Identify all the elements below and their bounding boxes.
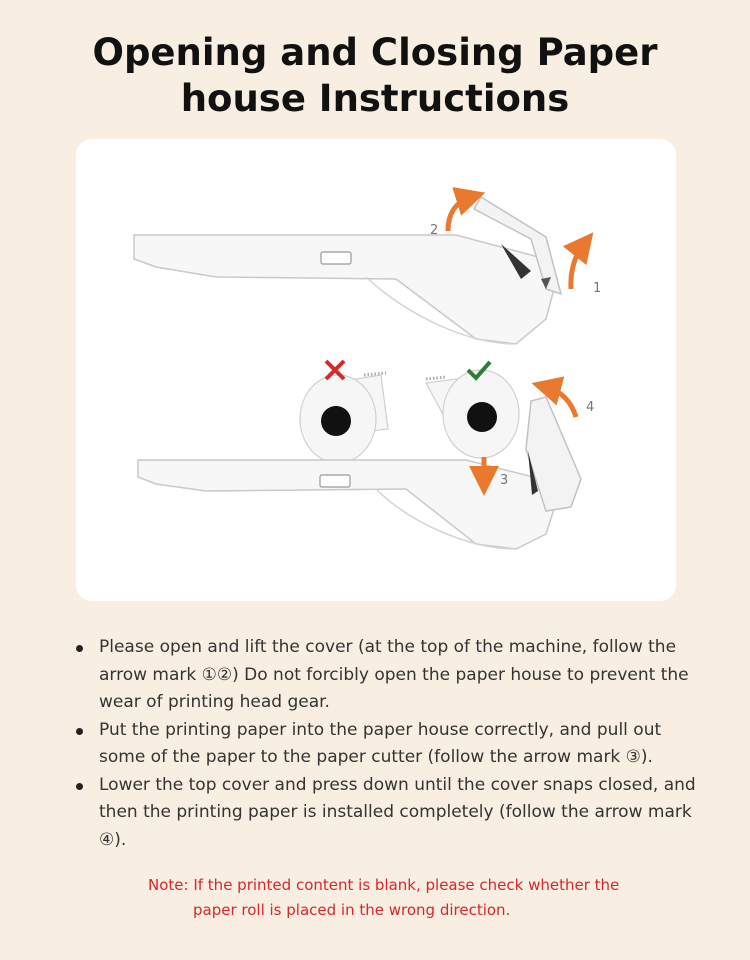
warning-note bbox=[148, 873, 648, 923]
step-label-1: 1 bbox=[593, 281, 602, 296]
paper-roll-wrong bbox=[300, 373, 388, 463]
instruction-list bbox=[76, 634, 706, 854]
printer-illustration bbox=[76, 139, 676, 601]
step-label-3: 3 bbox=[500, 473, 509, 488]
warning-note-line1: Note: If the printed content is blank, please check whether the bbox=[148, 876, 620, 894]
paper-roll-correct bbox=[426, 370, 519, 458]
page-title bbox=[0, 30, 750, 122]
instruction-item-2: Put the printing paper into the paper house correctly, and pull out some of the paper to the paper cutter (follow the arrow mark ③). bbox=[76, 717, 706, 772]
page-title-line1: Opening and Closing Paper bbox=[92, 31, 658, 74]
step-label-4: 4 bbox=[586, 400, 595, 415]
instruction-item-3: Lower the top cover and press down until the cover snaps closed, and then the printing paper is installed completely (follow the arrow mark ④). bbox=[76, 772, 706, 855]
warning-note-line2: paper roll is placed in the wrong direction. bbox=[193, 901, 511, 919]
printer-open bbox=[134, 197, 561, 344]
page-title-line2: house Instructions bbox=[180, 77, 570, 120]
step-label-2: 2 bbox=[430, 223, 439, 238]
instruction-item-1: Please open and lift the cover (at the top of the machine, follow the arrow mark ①②) Do not forcibly open the paper house to prevent the wear of printing head gear. bbox=[76, 634, 706, 717]
arrow-1-icon bbox=[571, 244, 584, 289]
illustration-card bbox=[76, 139, 676, 601]
arrow-2-icon bbox=[448, 197, 471, 231]
